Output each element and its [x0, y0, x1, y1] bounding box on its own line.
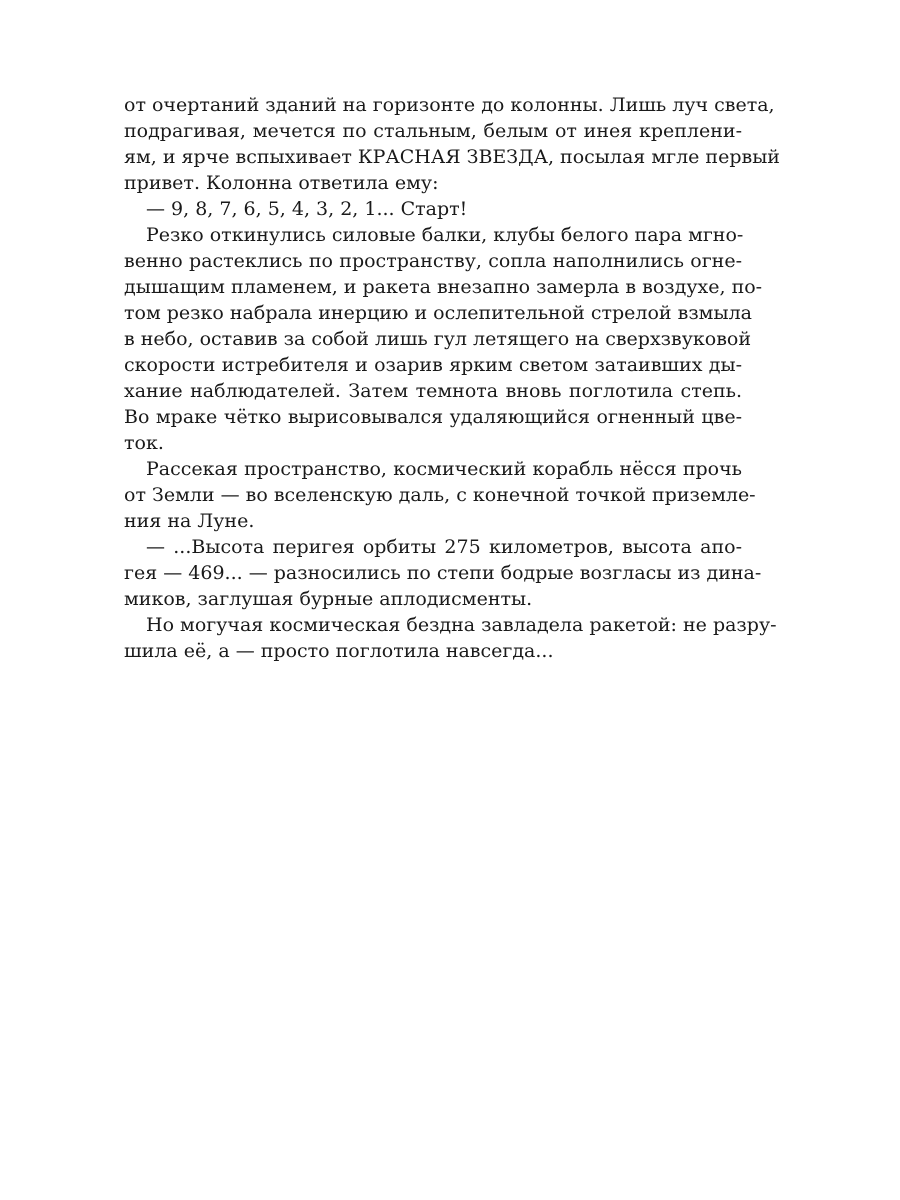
text-line: миков, заглушая бурные аплодисменты.: [124, 588, 533, 610]
text-line: Во мраке чётко вырисовывался удаляющийся огненный цве-: [124, 406, 742, 428]
text-line: гея — 469... — разносились по степи бодрые возгласы из дина-: [124, 562, 762, 584]
text-line: Резко откинулись силовые балки, клубы белого пара мгно-: [146, 224, 744, 246]
text-line: — ...Высота перигея орбиты 275 километров, высота апо-: [146, 536, 742, 558]
text-line: от Земли — во вселенскую даль, с конечной точкой приземле-: [124, 484, 756, 506]
text-line: ям, и ярче вспыхивает КРАСНАЯ ЗВЕЗДА, посылая мгле первый: [124, 146, 780, 168]
text-line: венно растеклись по пространству, сопла наполнились огне-: [124, 250, 742, 272]
page-text: [124, 92, 780, 664]
text-line: ток.: [124, 432, 164, 454]
text-line: хание наблюдателей. Затем темнота вновь поглотила степь.: [124, 380, 742, 402]
text-line: — 9, 8, 7, 6, 5, 4, 3, 2, 1... Старт!: [146, 198, 468, 220]
text-line: скорости истребителя и озарив ярким светом затаивших ды-: [124, 354, 742, 376]
text-line: в небо, оставив за собой лишь гул летящего на сверхзвуковой: [124, 328, 752, 350]
text-line: Рассекая пространство, космический корабль нёсся прочь: [146, 458, 742, 480]
text-line: ния на Луне.: [124, 510, 255, 532]
text-line: подрагивая, мечется по стальным, белым от инея креплени-: [124, 120, 742, 142]
text-line: привет. Колонна ответила ему:: [124, 172, 439, 194]
text-line: шила её, а — просто поглотила навсегда...: [124, 640, 554, 662]
text-line: том резко набрала инерцию и ослепительной стрелой взмыла: [124, 302, 752, 324]
text-line: дышащим пламенем, и ракета внезапно замерла в воздухе, по-: [124, 276, 763, 298]
text-line: Но могучая космическая бездна завладела ракетой: не разру-: [146, 614, 777, 636]
text-line: от очертаний зданий на горизонте до колонны. Лишь луч света,: [124, 94, 775, 116]
